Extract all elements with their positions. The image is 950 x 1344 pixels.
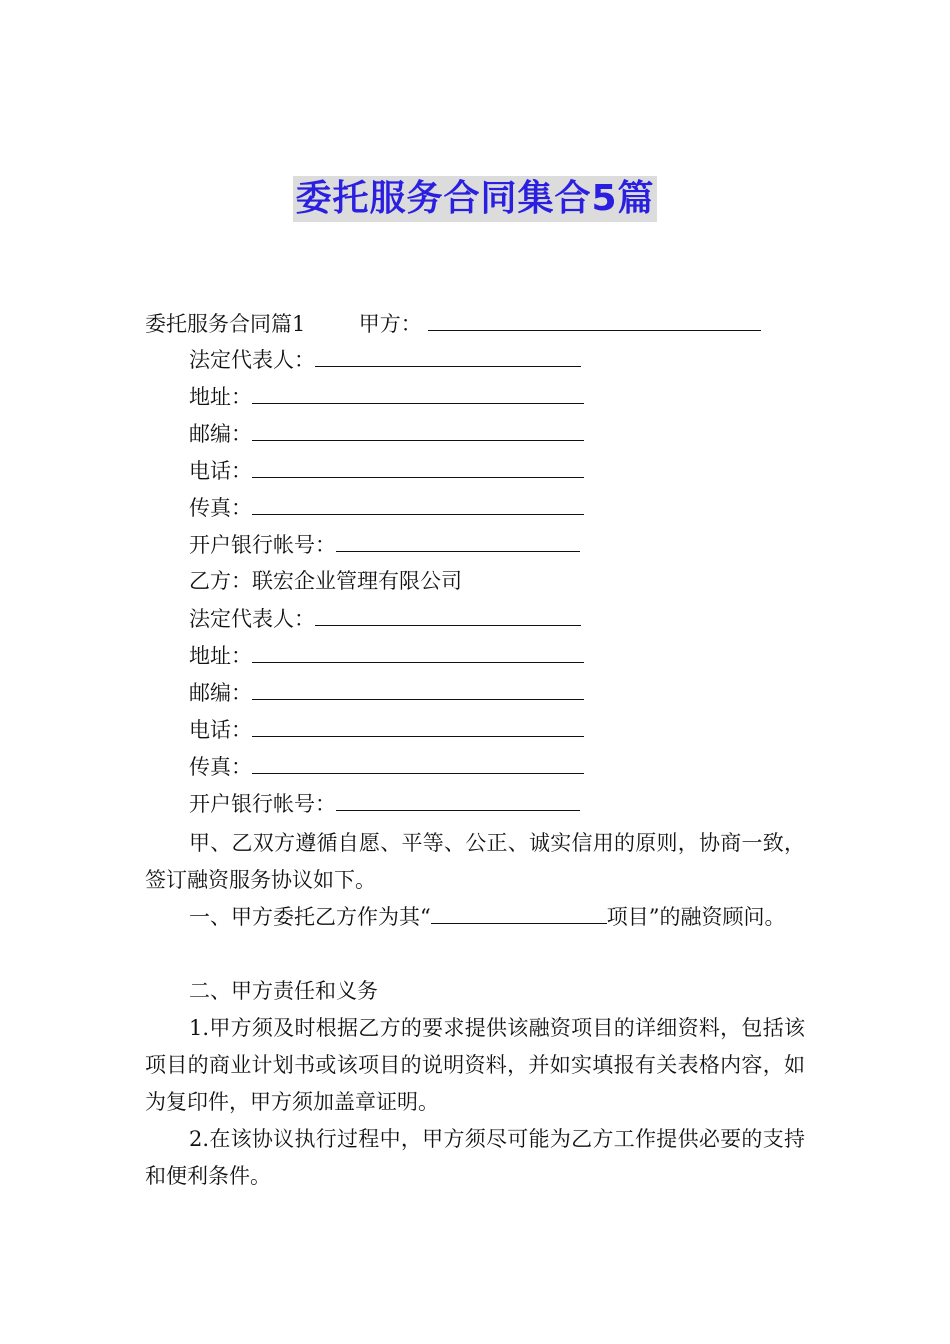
clause-2-heading: 二、甲方责任和义务 bbox=[189, 979, 378, 1003]
field-blank bbox=[252, 493, 584, 515]
field-label: 传真： bbox=[189, 755, 252, 779]
heading-line bbox=[145, 309, 761, 338]
field-blank bbox=[336, 530, 580, 552]
party-b-field-representative bbox=[189, 604, 581, 633]
field-label: 电话： bbox=[189, 459, 252, 483]
party-a-field-fax bbox=[189, 493, 584, 522]
party-a-blank bbox=[428, 309, 761, 331]
field-blank bbox=[252, 641, 584, 663]
intro-paragraph: 甲、乙双方遵循自愿、平等、公正、诚实信用的原则，协商一致，签订融资服务协议如下。 bbox=[145, 831, 805, 892]
field-label: 地址： bbox=[189, 385, 252, 409]
party-b-field-fax bbox=[189, 752, 584, 781]
field-label: 邮编： bbox=[189, 422, 252, 446]
item-1-paragraph: 1.甲方须及时根据乙方的要求提供该融资项目的详细资料，包括该项目的商业计划书或该项目的说明资料，并如实填报有关表格内容，如为复印件，甲方须加盖章证明。 bbox=[145, 1016, 805, 1114]
field-label: 传真： bbox=[189, 496, 252, 520]
clause-1-text-start: 一、甲方委托乙方作为其“ bbox=[189, 905, 431, 929]
field-blank bbox=[252, 419, 584, 441]
field-label: 法定代表人： bbox=[189, 607, 315, 631]
party-b-label-line bbox=[189, 567, 462, 595]
clause-1-paragraph bbox=[145, 899, 805, 936]
party-b-label: 乙方：联宏企业管理有限公司 bbox=[189, 569, 462, 593]
document-title: 委托服务合同集合5篇 bbox=[293, 176, 656, 222]
field-label: 开户银行帐号： bbox=[189, 533, 336, 557]
field-blank bbox=[252, 456, 584, 478]
field-blank bbox=[252, 715, 584, 737]
field-blank bbox=[315, 604, 581, 626]
field-label: 法定代表人： bbox=[189, 348, 315, 372]
field-label: 电话： bbox=[189, 718, 252, 742]
party-b-field-address bbox=[189, 641, 584, 670]
field-blank bbox=[252, 382, 584, 404]
field-label: 地址： bbox=[189, 644, 252, 668]
party-a-label: 甲方： bbox=[358, 312, 422, 336]
party-a-field-representative bbox=[189, 345, 581, 374]
party-a-field-phone bbox=[189, 456, 584, 485]
field-label: 开户银行帐号： bbox=[189, 792, 336, 816]
field-blank bbox=[315, 345, 581, 367]
item-2-paragraph: 2.在该协议执行过程中，甲方须尽可能为乙方工作提供必要的支持和便利条件。 bbox=[145, 1127, 805, 1188]
field-blank bbox=[336, 789, 580, 811]
party-a-field-postcode bbox=[189, 419, 584, 448]
field-blank bbox=[252, 752, 584, 774]
clause-1-text-end: 项目”的融资顾问。 bbox=[606, 905, 786, 929]
party-a-field-bank-account bbox=[189, 530, 580, 559]
party-a-field-address bbox=[189, 382, 584, 411]
party-b-field-bank-account bbox=[189, 789, 580, 818]
project-name-blank bbox=[431, 902, 607, 924]
party-b-field-postcode bbox=[189, 678, 584, 707]
section-heading: 委托服务合同篇1 bbox=[145, 312, 306, 336]
document-title-wrap bbox=[0, 176, 950, 222]
field-blank bbox=[252, 678, 584, 700]
party-b-field-phone bbox=[189, 715, 584, 744]
field-label: 邮编： bbox=[189, 681, 252, 705]
